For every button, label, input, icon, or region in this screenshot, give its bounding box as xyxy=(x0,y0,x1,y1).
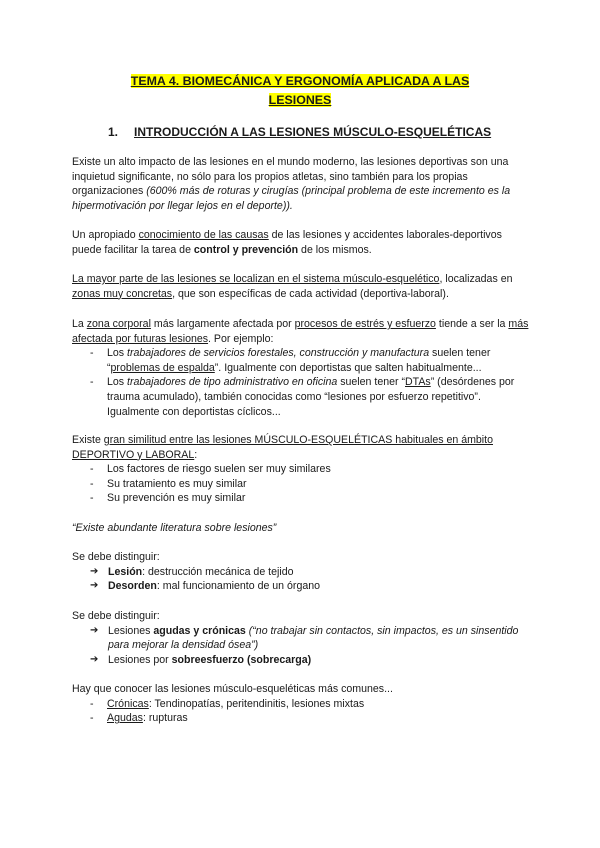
underlined-text: procesos de estrés y esfuerzo xyxy=(294,318,436,330)
bold-text: Lesión xyxy=(108,565,143,578)
section-heading xyxy=(108,124,491,140)
page-title xyxy=(90,72,510,109)
bold-text: control y prevención xyxy=(193,243,299,256)
bold-text: agudas y crónicas xyxy=(153,624,246,637)
paragraph-body-zone xyxy=(72,317,534,419)
title-line-2: LESIONES xyxy=(268,92,332,107)
text-span: ”. Igualmente con deportistas que salten habitualmente... xyxy=(214,361,482,374)
paragraph-impact xyxy=(72,155,534,213)
text-span: tiende a ser la xyxy=(435,318,509,330)
distinguish-block-1 xyxy=(72,550,534,594)
underlined-text: DTAs xyxy=(405,376,431,389)
italic-text: trabajadores de tipo administrativo en oficina xyxy=(127,376,338,389)
list-item xyxy=(72,375,534,419)
paragraph-location xyxy=(72,272,534,301)
text-span: : rupturas xyxy=(142,712,188,725)
paragraph-intro xyxy=(72,317,534,346)
text-span: Los xyxy=(107,376,128,389)
title-line-1: TEMA 4. BIOMECÁNICA Y ERGONOMÍA APLICADA A LAS xyxy=(130,74,470,88)
arrow-list xyxy=(72,565,534,594)
text-span: suelen tener “ xyxy=(337,376,405,389)
text-span: La xyxy=(72,318,87,330)
section-number: 1. xyxy=(108,125,119,139)
examples-list xyxy=(72,346,534,419)
similarity-list xyxy=(72,462,534,506)
text-span: , que son específicas de cada actividad (deportiva-laboral). xyxy=(172,287,449,300)
text-span: Lesiones por xyxy=(108,653,172,666)
underlined-text: Agudas xyxy=(107,712,143,725)
arrow-list xyxy=(72,624,534,668)
underlined-text: Crónicas xyxy=(107,697,149,710)
bold-text: Desorden xyxy=(108,580,157,593)
text-span: de las lesiones y accidentes laborales-deportivos puede facilitar la tarea de xyxy=(72,229,502,256)
underlined-text: conocimiento de las causas xyxy=(138,229,269,241)
section-heading-text: INTRODUCCIÓN A LAS LESIONES MÚSCULO-ESQUELÉTICAS xyxy=(134,125,492,139)
list-item: - Su tratamiento es muy similar xyxy=(72,477,534,492)
underlined-text: zona corporal xyxy=(86,318,151,330)
list-item xyxy=(72,711,534,726)
paragraph-similarity xyxy=(72,433,534,506)
list-item xyxy=(72,346,534,375)
paragraph-intro: Se debe distinguir: xyxy=(72,610,160,622)
distinguish-block-2 xyxy=(72,609,534,667)
text-span: : xyxy=(194,448,198,461)
underlined-text: gran similitud entre las lesiones MÚSCULO-ESQUELÉTICAS habituales en ámbito DEPORTIVO y LABORAL xyxy=(72,434,493,461)
text-span: Los xyxy=(107,347,128,360)
list-item xyxy=(72,565,534,580)
paragraph-text: Existe un alto impacto de las lesiones en el mundo moderno, las lesiones deportivas son una inquietud significante, no sólo para los propios atletas, sino también para los propias organizaciones xyxy=(72,156,509,198)
injuries-list xyxy=(72,697,534,726)
paragraph-intro xyxy=(72,433,534,462)
text-span: : mal funcionamiento de un órgano xyxy=(156,580,321,593)
text-span: Un apropiado xyxy=(72,229,139,241)
list-item xyxy=(72,579,534,594)
text-span: Lesiones xyxy=(108,624,154,637)
paragraph-common-injuries xyxy=(72,682,534,726)
list-item xyxy=(72,653,534,668)
bold-text: sobreesfuerzo (sobrecarga) xyxy=(171,653,312,666)
paragraph-causes xyxy=(72,228,534,257)
list-item xyxy=(72,697,534,712)
text-span: Existe xyxy=(72,434,104,446)
text-span: : destrucción mecánica de tejido xyxy=(142,565,294,578)
text-span: de los mismos. xyxy=(298,243,372,256)
text-span: ” (desórdenes por trauma acumulado), también conocidas como “lesiones por esfuerzo repetitivo”. Igualmente con deportistas cíclicos... xyxy=(107,376,515,418)
paragraph-intro: Hay que conocer las lesiones músculo-esqueléticas más comunes... xyxy=(72,683,393,695)
text-span: . Por ejemplo: xyxy=(208,332,274,345)
underlined-text: La mayor parte de las lesiones se localizan en el sistema músculo-esquelético xyxy=(72,273,440,285)
list-item: - Su prevención es muy similar xyxy=(72,491,534,506)
paragraph-italic: (600% más de roturas y cirugías (principal problema de este incremento es la hipermotivación por llegar lejos en el deporte)). xyxy=(72,185,511,212)
quote-line xyxy=(72,521,534,536)
underlined-text: más afectada por futuras lesiones xyxy=(72,318,529,345)
underlined-text: zonas muy concretas xyxy=(72,287,173,300)
text-span: más largamente afectada por xyxy=(150,318,295,330)
italic-text: (“no trabajar sin contactos, sin impactos, es un sinsentido para mejorar la densidad ósea”) xyxy=(108,624,519,652)
list-item: - Los factores de riesgo suelen ser muy similares xyxy=(72,462,534,477)
list-item xyxy=(72,624,534,653)
text-span: , localizadas en xyxy=(439,273,513,285)
italic-text: trabajadores de servicios forestales, construcción y manufactura xyxy=(127,347,430,360)
text-span: suelen tener “ xyxy=(107,347,491,374)
text-span: : Tendinopatías, peritendinitis, lesiones mixtas xyxy=(148,697,365,710)
italic-text: “Existe abundante literatura sobre lesiones” xyxy=(72,522,277,534)
underlined-text: problemas de espalda xyxy=(110,361,215,374)
paragraph-intro: Se debe distinguir: xyxy=(72,551,160,563)
